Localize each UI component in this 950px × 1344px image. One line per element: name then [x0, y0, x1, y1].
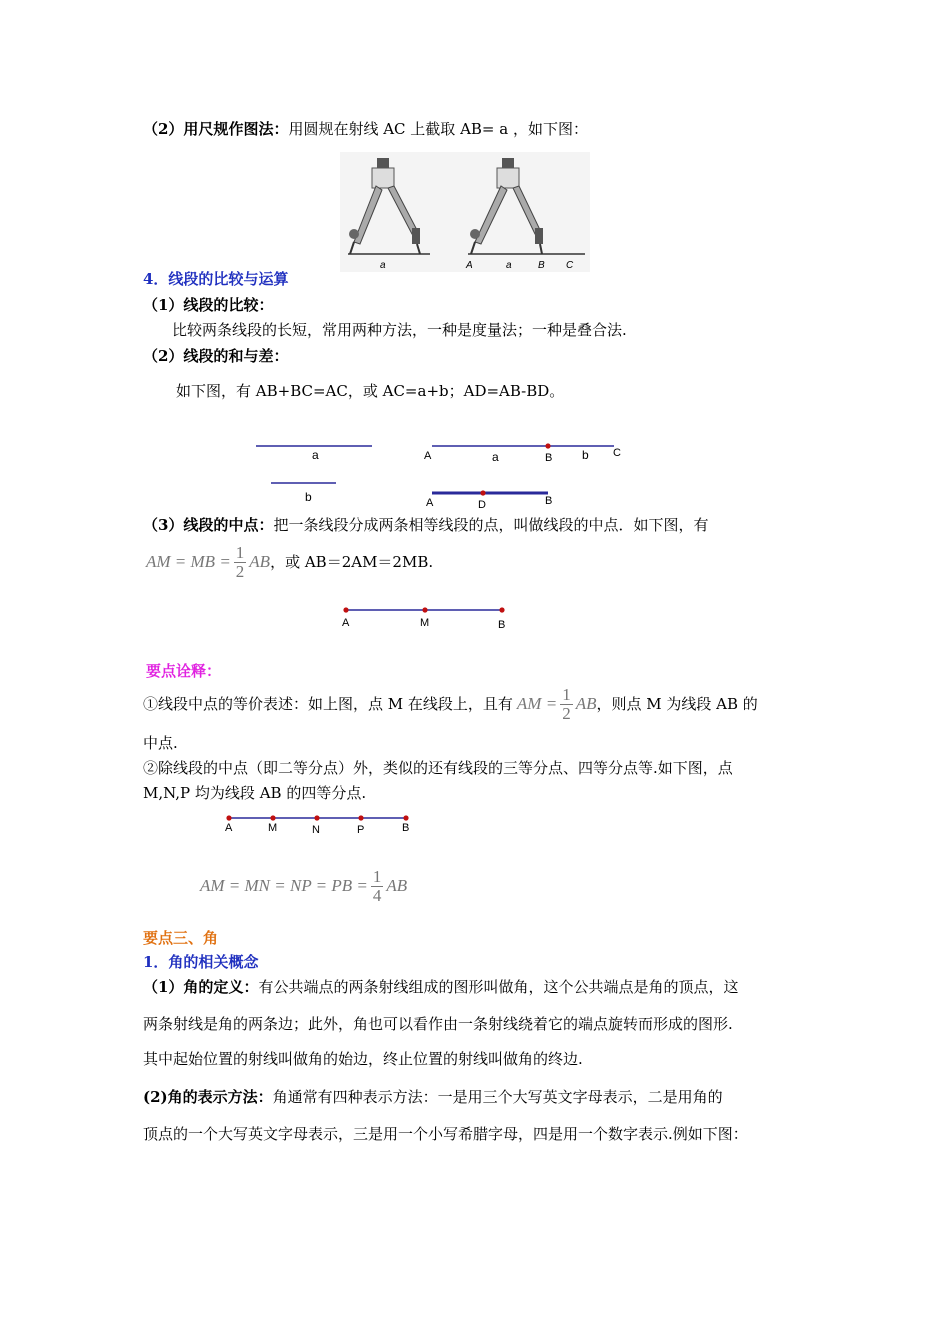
q-point-B [403, 815, 408, 820]
label-B1: B [545, 452, 553, 464]
quarter-formula-rhs: AB [386, 876, 408, 895]
quarter-frac [371, 868, 384, 905]
q-point-M [270, 815, 275, 820]
mid-formula-line [146, 540, 433, 584]
q-point-A [226, 815, 231, 820]
label-D2: D [478, 499, 486, 511]
notes-title: 要点诠释： [146, 662, 222, 680]
mid-frac-num: 1 [235, 542, 245, 562]
quarter-formula [200, 864, 407, 908]
rep-text1: 角通常有四种表示方法：一是用三个大写英文字母表示，二是用角的 [272, 1088, 723, 1106]
compare-heading: （1）线段的比较： [143, 296, 274, 314]
rep-paragraph-1 [143, 1086, 723, 1108]
q-label-P: P [357, 824, 365, 836]
compass-figure [340, 152, 590, 272]
notes-line1 [143, 682, 758, 726]
ruler-text: 用圆规在射线 AC 上截取 AB= a ，如下图： [288, 120, 588, 138]
notes-frac-den: 2 [562, 703, 571, 723]
point-B1 [545, 443, 550, 448]
notes-formula-rhs: AB [575, 694, 597, 713]
notes-line2: ②除线段的中点（即二等分点）外，类似的还有线段的三等分点、四等分点等.如下图，点 [143, 759, 733, 777]
def-text3: 其中起始位置的射线叫做角的始边，终止位置的射线叫做角的终边. [143, 1050, 583, 1068]
point-D [480, 490, 485, 495]
sum-text: 如下图，有 AB+BC=AC，或 AC=a+b；AD=AB-BD。 [176, 382, 565, 400]
compass-label-B: B [538, 260, 545, 271]
mid-text: 把一条线段分成两条相等线段的点，叫做线段的中点．如下图，有 [273, 516, 709, 534]
quarter-frac-den: 4 [372, 885, 382, 905]
label-A2: A [426, 497, 434, 509]
def-heading: （1）角的定义： [143, 978, 259, 996]
def-paragraph-1 [143, 976, 738, 998]
ruler-paragraph [143, 118, 588, 140]
quarter-formula-lhs: AM = MN = NP = PB = [200, 876, 368, 895]
compare-text: 比较两条线段的长短，常用两种方法，一种是度量法；一种是叠合法. [172, 321, 627, 339]
mid-frac [234, 544, 247, 581]
point-B [499, 607, 504, 612]
mid-label-B: B [498, 619, 506, 631]
sum-heading: （2）线段的和与差： [143, 347, 289, 365]
quarter-frac-num: 1 [372, 866, 382, 886]
q-label-A: A [225, 822, 233, 834]
mid-text2: ，或 AB＝2AM＝2MB. [270, 553, 434, 571]
compass-label-C: C [566, 260, 574, 271]
compass-label-a1: a [380, 260, 386, 271]
label-b: b [305, 490, 312, 504]
section3-title: 要点三、角 [143, 929, 219, 947]
q-label-B: B [402, 822, 410, 834]
mid-paragraph [143, 514, 708, 536]
notes-line1-a: ①线段中点的等价表述：如上图，点 M 在线段上，且有 [143, 695, 513, 713]
point-M [422, 607, 427, 612]
notes-line1-b: ，则点 M 为线段 AB 的 [596, 695, 758, 713]
mid-frac-den: 2 [235, 561, 245, 581]
quarter-figure [220, 810, 420, 840]
notes-frac [560, 686, 573, 723]
ruler-heading: （2）用尺规作图法： [143, 120, 289, 138]
def-text2: 两条射线是角的两条边；此外，角也可以看作由一条射线绕着它的端点旋转而形成的图形. [143, 1015, 733, 1033]
rep-heading: (2)角的表示方法： [143, 1088, 273, 1106]
notes-formula-lhs: AM = [516, 694, 558, 713]
rep-text2: 顶点的一个大写英文字母表示，三是用一个小写希腊字母，四是用一个数字表示.例如下图： [143, 1125, 748, 1143]
section4-title: 4．线段的比较与运算 [143, 270, 289, 288]
q-point-N [314, 815, 319, 820]
label-b2: b [582, 448, 589, 462]
q-label-M: M [268, 822, 278, 834]
midpoint-figure [338, 600, 518, 634]
compass-label-A: A [466, 260, 473, 271]
label-a2: a [492, 450, 499, 464]
label-A1: A [424, 450, 432, 462]
notes-line1-c: 中点. [143, 734, 178, 752]
mid-label-M: M [420, 617, 430, 629]
notes-line2-b: M,N,P 均为线段 AB 的四等分点. [143, 784, 367, 802]
mid-formula-lhs: AM = MB = [146, 552, 231, 571]
mid-heading: （3）线段的中点： [143, 516, 274, 534]
label-C1: C [613, 447, 621, 459]
q-point-P [358, 815, 363, 820]
q-label-N: N [312, 824, 320, 836]
section3-sub1: 1．角的相关概念 [143, 953, 259, 971]
mid-label-A: A [342, 617, 350, 629]
mid-formula-rhs: AB [249, 552, 271, 571]
notes-frac-num: 1 [562, 684, 571, 704]
point-A [343, 607, 348, 612]
def-text1: 有公共端点的两条射线组成的图形叫做角，这个公共端点是角的顶点，这 [258, 978, 739, 996]
label-a: a [312, 448, 319, 462]
sum-diff-figure [250, 435, 630, 515]
compass-label-a2: a [506, 260, 512, 271]
label-B2: B [545, 495, 553, 507]
